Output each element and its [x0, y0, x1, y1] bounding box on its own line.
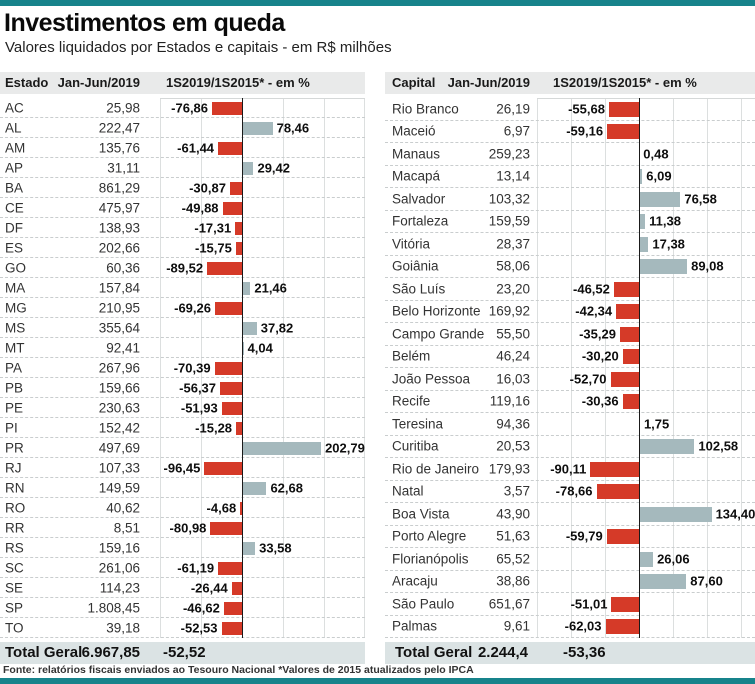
pct-label: -61,19 — [177, 560, 215, 575]
pct-label: -69,26 — [174, 300, 211, 315]
row-value: 46,24 — [496, 348, 530, 364]
table-row — [385, 98, 755, 121]
bar-positive — [242, 542, 255, 555]
pct-label: -80,98 — [169, 520, 207, 535]
table-row — [0, 218, 365, 238]
row-label: DF — [5, 220, 23, 235]
pct-label: -15,75 — [194, 240, 232, 255]
row-value: 60,36 — [106, 260, 140, 275]
row-label: MG — [5, 300, 27, 315]
row-label: AC — [5, 100, 24, 115]
pct-label: -59,16 — [566, 123, 604, 139]
page-title: Investimentos em queda — [4, 9, 285, 37]
row-label: PI — [5, 420, 18, 435]
bar-positive — [242, 322, 257, 335]
bar-negative — [614, 282, 639, 297]
table-row — [0, 178, 365, 198]
row-label: Maceió — [392, 123, 436, 139]
table-row — [385, 571, 755, 594]
bar-positive — [639, 192, 680, 207]
row-label: RR — [5, 520, 25, 535]
pct-label: 134,40 — [715, 506, 755, 522]
zero-axis-line — [242, 98, 243, 638]
table-row — [385, 503, 755, 526]
pct-label: 0,48 — [643, 146, 669, 162]
row-label: Aracaju — [392, 573, 438, 589]
bar-positive — [242, 162, 253, 175]
table-row — [0, 338, 365, 358]
row-value: 114,23 — [99, 580, 140, 595]
bar-negative — [207, 262, 242, 275]
table-row — [385, 166, 755, 189]
capitais-col-value: Jan-Jun/2019 — [447, 75, 530, 90]
bar-negative — [611, 597, 639, 612]
row-value: 6,97 — [503, 123, 530, 139]
table-row — [385, 526, 755, 549]
bar-negative — [620, 327, 639, 342]
table-row — [385, 211, 755, 234]
bar-negative — [235, 222, 242, 235]
bar-negative — [218, 562, 242, 575]
pct-label: 21,46 — [254, 280, 287, 295]
table-row — [0, 518, 365, 538]
row-label: MS — [5, 320, 26, 335]
pct-label: -30,87 — [189, 180, 226, 195]
capitais-total-row — [385, 642, 755, 664]
pct-label: 78,46 — [276, 120, 310, 135]
row-label: Teresina — [392, 416, 444, 432]
bar-negative — [232, 582, 242, 595]
row-value: 38,86 — [496, 573, 530, 589]
row-label: Curitiba — [392, 438, 439, 454]
bar-negative — [223, 202, 242, 215]
table-row — [0, 458, 365, 478]
pct-label: -76,86 — [171, 100, 209, 115]
row-value: 135,76 — [98, 140, 140, 155]
table-row — [385, 593, 755, 616]
row-label: BA — [5, 180, 24, 195]
row-label: RJ — [5, 460, 22, 475]
pct-label: 202,79 — [325, 440, 365, 455]
pct-label: 76,58 — [684, 191, 717, 207]
row-value: 152,42 — [98, 420, 140, 435]
table-row — [0, 278, 365, 298]
pct-label: -51,01 — [570, 596, 608, 612]
bar-negative — [215, 302, 242, 315]
pct-label: 26,06 — [657, 551, 690, 567]
pct-label: 4,04 — [247, 340, 273, 355]
row-value: 222,47 — [98, 120, 140, 135]
pct-label: -56,37 — [179, 380, 217, 395]
row-value: 475,97 — [98, 200, 140, 215]
row-label: MT — [5, 340, 25, 355]
pct-label: -42,34 — [575, 303, 613, 319]
row-value: 92,41 — [106, 340, 140, 355]
row-label: MA — [5, 280, 26, 295]
bar-negative — [222, 402, 242, 415]
bar-negative — [616, 304, 639, 319]
row-value: 149,59 — [98, 480, 140, 495]
pct-label: 102,58 — [698, 438, 739, 454]
row-value: 259,23 — [488, 146, 530, 162]
row-value: 159,59 — [488, 213, 530, 229]
capitais-table — [385, 98, 755, 638]
table-row — [385, 346, 755, 369]
bar-negative — [597, 484, 639, 499]
pct-label: -52,70 — [569, 371, 607, 387]
row-label: TO — [5, 620, 24, 635]
total-pct: -52,52 — [163, 644, 206, 661]
row-value: 861,29 — [98, 180, 140, 195]
pct-label: -59,79 — [565, 528, 603, 544]
bar-positive — [242, 442, 321, 455]
row-label: Belém — [392, 348, 431, 364]
estados-col-label: Estado — [5, 75, 49, 90]
table-row — [0, 158, 365, 178]
row-label: Palmas — [392, 618, 438, 634]
table-row — [385, 143, 755, 166]
total-value: 6.967,85 — [81, 644, 140, 661]
pct-label: -51,93 — [180, 400, 218, 415]
pct-label: -55,68 — [568, 101, 605, 117]
table-row — [385, 436, 755, 459]
bar-negative — [623, 349, 639, 364]
row-value: 202,66 — [98, 240, 140, 255]
table-row — [385, 458, 755, 481]
row-value: 138,93 — [98, 220, 140, 235]
row-value: 43,90 — [496, 506, 530, 522]
page-subtitle: Valores liquidados por Estados e capitais - em R$ milhões — [5, 39, 392, 56]
top-accent-bar — [0, 0, 755, 6]
bar-negative — [590, 462, 639, 477]
pct-label: 11,38 — [649, 213, 681, 229]
pct-label: -52,53 — [180, 620, 218, 635]
row-value: 94,36 — [496, 416, 530, 432]
table-row — [0, 578, 365, 598]
row-value: 355,64 — [98, 320, 140, 335]
row-value: 58,06 — [496, 258, 530, 274]
table-row — [0, 538, 365, 558]
row-value: 55,50 — [496, 326, 530, 342]
table-row — [385, 188, 755, 211]
row-value: 651,67 — [488, 596, 530, 612]
bar-negative — [606, 619, 639, 634]
row-value: 13,14 — [496, 168, 530, 184]
total-pct: -53,36 — [563, 644, 606, 661]
row-label: PR — [5, 440, 24, 455]
zero-axis-line — [639, 98, 640, 638]
row-label: SP — [5, 600, 24, 615]
table-row — [385, 121, 755, 144]
row-value: 25,98 — [106, 100, 140, 115]
row-value: 103,32 — [488, 191, 530, 207]
table-row — [0, 498, 365, 518]
pct-label: 33,58 — [259, 540, 292, 555]
pct-label: -78,66 — [555, 483, 593, 499]
row-value: 26,19 — [496, 101, 530, 117]
bar-negative — [204, 462, 242, 475]
table-row — [0, 418, 365, 438]
pct-label: 6,09 — [646, 168, 672, 184]
pct-label: -4,68 — [206, 500, 237, 515]
pct-label: -96,45 — [163, 460, 201, 475]
pct-label: -15,28 — [195, 420, 233, 435]
table-row — [0, 98, 365, 118]
bar-negative — [609, 102, 639, 117]
bar-negative — [212, 102, 242, 115]
table-row — [0, 478, 365, 498]
bar-positive — [639, 574, 686, 589]
row-value: 39,18 — [106, 620, 140, 635]
bar-positive — [639, 507, 712, 522]
table-row — [0, 398, 365, 418]
pct-label: -89,52 — [166, 260, 204, 275]
pct-label: 62,68 — [270, 480, 303, 495]
row-value: 267,96 — [98, 360, 140, 375]
table-row — [0, 378, 365, 398]
pct-label: 1,75 — [643, 416, 670, 432]
row-label: Macapá — [392, 168, 441, 184]
estados-header-band — [0, 72, 365, 94]
pct-label: 37,82 — [260, 320, 294, 335]
pct-label: 87,60 — [690, 573, 723, 589]
bar-negative — [215, 362, 242, 375]
row-value: 230,63 — [98, 400, 140, 415]
pct-label: -30,20 — [581, 348, 619, 364]
estados-col-value: Jan-Jun/2019 — [57, 75, 140, 90]
bar-negative — [222, 622, 242, 635]
source-note: Fonte: relatórios fiscais enviados ao Tesouro Nacional *Valores de 2015 atualizados pelo IPCA — [3, 664, 474, 676]
capitais-col-label: Capital — [392, 75, 436, 90]
pct-label: -46,62 — [182, 600, 220, 615]
total-value: 2.244,4 — [477, 644, 528, 661]
row-label: Rio Branco — [392, 101, 459, 117]
row-value: 8,51 — [113, 520, 140, 535]
row-label: SC — [5, 560, 24, 575]
row-label: São Paulo — [392, 596, 455, 612]
row-value: 9,61 — [503, 618, 530, 634]
row-label: GO — [5, 260, 27, 275]
table-row — [385, 391, 755, 414]
table-row — [385, 616, 755, 639]
table-row — [0, 358, 365, 378]
total-label: Total Geral — [5, 644, 83, 661]
row-value: 65,52 — [496, 551, 530, 567]
bar-negative — [607, 529, 639, 544]
table-row — [0, 318, 365, 338]
row-label: Manaus — [392, 146, 441, 162]
row-value: 107,33 — [98, 460, 140, 475]
row-label: AL — [5, 120, 22, 135]
table-row — [0, 298, 365, 318]
pct-label: 29,42 — [257, 160, 291, 175]
row-label: RO — [5, 500, 26, 515]
table-row — [385, 278, 755, 301]
table-row — [385, 301, 755, 324]
row-label: SE — [5, 580, 24, 595]
table-row — [0, 238, 365, 258]
row-value: 159,16 — [98, 540, 140, 555]
table-row — [385, 323, 755, 346]
table-row — [385, 413, 755, 436]
total-label: Total Geral — [395, 644, 473, 661]
table-row — [0, 198, 365, 218]
row-label: RS — [5, 540, 24, 555]
row-value: 31,11 — [107, 160, 140, 175]
row-label: AP — [5, 160, 24, 175]
row-label: Salvador — [392, 191, 446, 207]
bar-negative — [210, 522, 242, 535]
bar-negative — [230, 182, 242, 195]
row-label: Porto Alegre — [392, 528, 467, 544]
pct-label: -26,44 — [190, 580, 228, 595]
row-label: Rio de Janeiro — [392, 461, 480, 477]
bar-negative — [220, 382, 242, 395]
pct-label: 17,38 — [652, 236, 685, 252]
pct-label: -49,88 — [181, 200, 219, 215]
row-label: AM — [5, 140, 26, 155]
row-label: Goiânia — [392, 258, 439, 274]
bar-positive — [242, 122, 273, 135]
bar-positive — [242, 482, 266, 495]
row-label: PB — [5, 380, 24, 395]
table-row — [0, 598, 365, 618]
capitais-col-pct: 1S2019/1S2015* - em % — [553, 75, 697, 90]
pct-label: -30,36 — [581, 393, 619, 409]
table-row — [385, 481, 755, 504]
row-label: Vitória — [392, 236, 431, 252]
table-row — [385, 368, 755, 391]
row-value: 3,57 — [503, 483, 530, 499]
row-value: 28,37 — [496, 236, 530, 252]
row-label: CE — [5, 200, 24, 215]
pct-label: 89,08 — [691, 258, 724, 274]
pct-label: -90,11 — [550, 461, 587, 477]
table-row — [385, 256, 755, 279]
row-value: 179,93 — [488, 461, 530, 477]
table-row — [0, 138, 365, 158]
row-value: 23,20 — [496, 281, 530, 297]
row-value: 261,06 — [98, 560, 140, 575]
row-label: Natal — [392, 483, 424, 499]
bar-positive — [639, 552, 653, 567]
bar-positive — [639, 439, 694, 454]
bar-positive — [639, 259, 687, 274]
row-value: 40,62 — [106, 500, 140, 515]
table-row — [0, 258, 365, 278]
row-label: RN — [5, 480, 25, 495]
estados-total-row — [0, 642, 365, 664]
pct-label: -61,44 — [177, 140, 215, 155]
row-label: Recife — [392, 393, 431, 409]
estados-table — [0, 98, 365, 638]
row-value: 210,95 — [98, 300, 140, 315]
row-label: Fortaleza — [392, 213, 449, 229]
bar-negative — [218, 142, 242, 155]
pct-label: -17,31 — [194, 220, 232, 235]
row-label: Campo Grande — [392, 326, 485, 342]
row-value: 119,16 — [489, 393, 530, 409]
estados-col-pct: 1S2019/1S2015* - em % — [166, 75, 310, 90]
bar-negative — [224, 602, 242, 615]
table-row — [0, 438, 365, 458]
bar-negative — [607, 124, 639, 139]
table-row — [0, 558, 365, 578]
table-row — [385, 233, 755, 256]
pct-label: -62,03 — [564, 618, 602, 634]
bar-positive — [242, 282, 250, 295]
table-row — [385, 548, 755, 571]
row-value: 157,84 — [98, 280, 140, 295]
row-label: São Luís — [392, 281, 446, 297]
table-row — [0, 618, 365, 638]
row-value: 497,69 — [98, 440, 140, 455]
row-label: Belo Horizonte — [392, 303, 481, 319]
row-label: João Pessoa — [392, 371, 471, 387]
pct-label: -35,29 — [579, 326, 616, 342]
bar-positive — [639, 237, 648, 252]
bar-negative — [623, 394, 639, 409]
row-value: 20,53 — [496, 438, 530, 454]
row-label: Florianópolis — [392, 551, 469, 567]
row-label: ES — [5, 240, 24, 255]
row-value: 1.808,45 — [87, 600, 140, 615]
capitais-header-band — [385, 72, 755, 94]
row-value: 169,92 — [488, 303, 530, 319]
bar-negative — [611, 372, 639, 387]
row-label: Boa Vista — [392, 506, 450, 522]
row-value: 16,03 — [496, 371, 530, 387]
pct-label: -70,39 — [173, 360, 211, 375]
row-label: PA — [5, 360, 23, 375]
table-row — [0, 118, 365, 138]
pct-label: -46,52 — [573, 281, 610, 297]
row-label: PE — [5, 400, 24, 415]
bottom-accent-bar — [0, 678, 755, 684]
row-value: 51,63 — [496, 528, 530, 544]
row-value: 159,66 — [98, 380, 140, 395]
